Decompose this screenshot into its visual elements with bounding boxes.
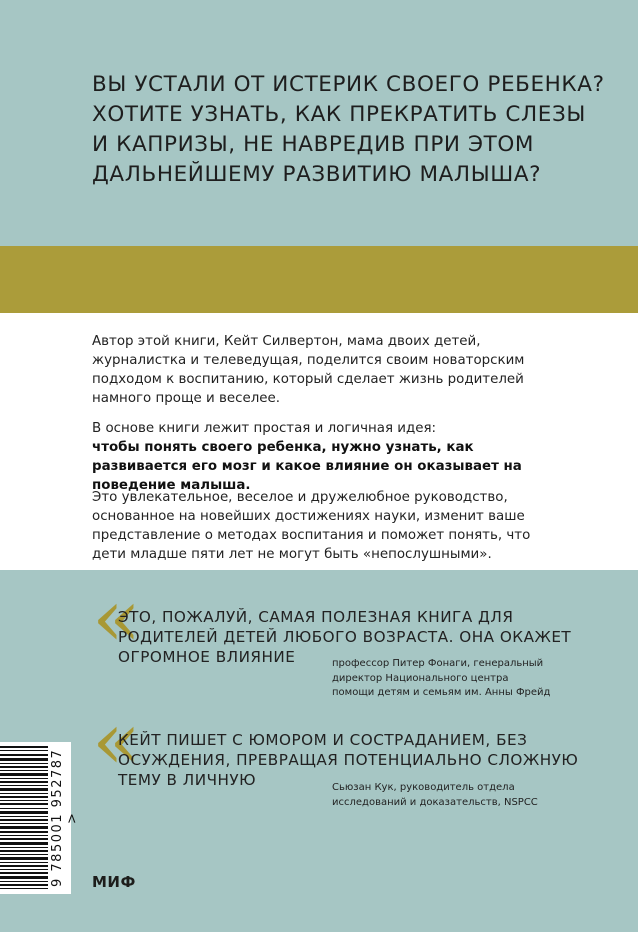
barcode-icon: [0, 742, 50, 894]
headline-line-3: И КАПРИЗЫ, НЕ НАВРЕДИВ ПРИ ЭТОМ: [92, 132, 535, 157]
paragraph-2-key-idea: чтобы понять своего ребенка, нужно узнать, как развивается его мозг и какое влияние он оказывает на поведение малыша.: [92, 440, 522, 493]
headline: [92, 70, 612, 190]
quote-mark-icon: «: [92, 571, 131, 664]
headline-line-1: ВЫ УСТАЛИ ОТ ИСТЕРИК СВОЕГО РЕБЕНКА?: [92, 72, 605, 97]
description-paragraph-3: Это увлекательное, веселое и дружелюбное руководство, основанное на новейших достижениях науки, изменит ваше представление о методах воспитания и поможет понять, что дети младше пяти лет не могут быть «непослушными».: [92, 490, 531, 562]
quote-2-text: КЕЙТ ПИШЕТ С ЮМОРОМ И СОСТРАДАНИЕМ, БЕЗ ОСУЖДЕНИЯ, ПРЕВРАЩАЯ ПОТЕНЦИАЛЬНО СЛОЖНУЮ ТЕМУ В ЛИЧНУЮ: [118, 731, 579, 789]
paragraph-2-lead: В основе книги лежит простая и логичная идея:: [92, 421, 437, 436]
gold-band: [0, 246, 638, 313]
quote-1-text: ЭТО, ПОЖАЛУЙ, САМАЯ ПОЛЕЗНАЯ КНИГА ДЛЯ РОДИТЕЛЕЙ ДЕТЕЙ ЛЮБОГО ВОЗРАСТА. ОНА ОКАЖЕТ ОГРОМНОЕ ВЛИЯНИЕ: [118, 608, 572, 666]
quote-1-attribution: профессор Питер Фонаги, генеральный директор Национального центра помощи детям и семьям им. Анны Фрейд: [332, 658, 551, 698]
headline-line-4: ДАЛЬНЕЙШЕМУ РАЗВИТИЮ МАЛЫША?: [92, 162, 542, 187]
quote-mark-icon: «: [92, 694, 131, 787]
isbn-number: 9 785001 952787 >: [50, 748, 80, 888]
headline-line-2: ХОТИТЕ УЗНАТЬ, КАК ПРЕКРАТИТЬ СЛЕЗЫ: [92, 102, 586, 127]
description-paragraph-1: Автор этой книги, Кейт Силвертон, мама двоих детей, журналистка и телеведущая, поделится своим новаторским подходом к воспитанию, который сделает жизнь родителей намного проще и веселее.: [92, 334, 525, 406]
quote-2-attribution: Сьюзан Кук, руководитель отдела исследований и доказательств, NSPCC: [332, 782, 538, 808]
description-paragraph-2: [92, 419, 552, 495]
publisher-logo: МИФ: [92, 873, 136, 891]
